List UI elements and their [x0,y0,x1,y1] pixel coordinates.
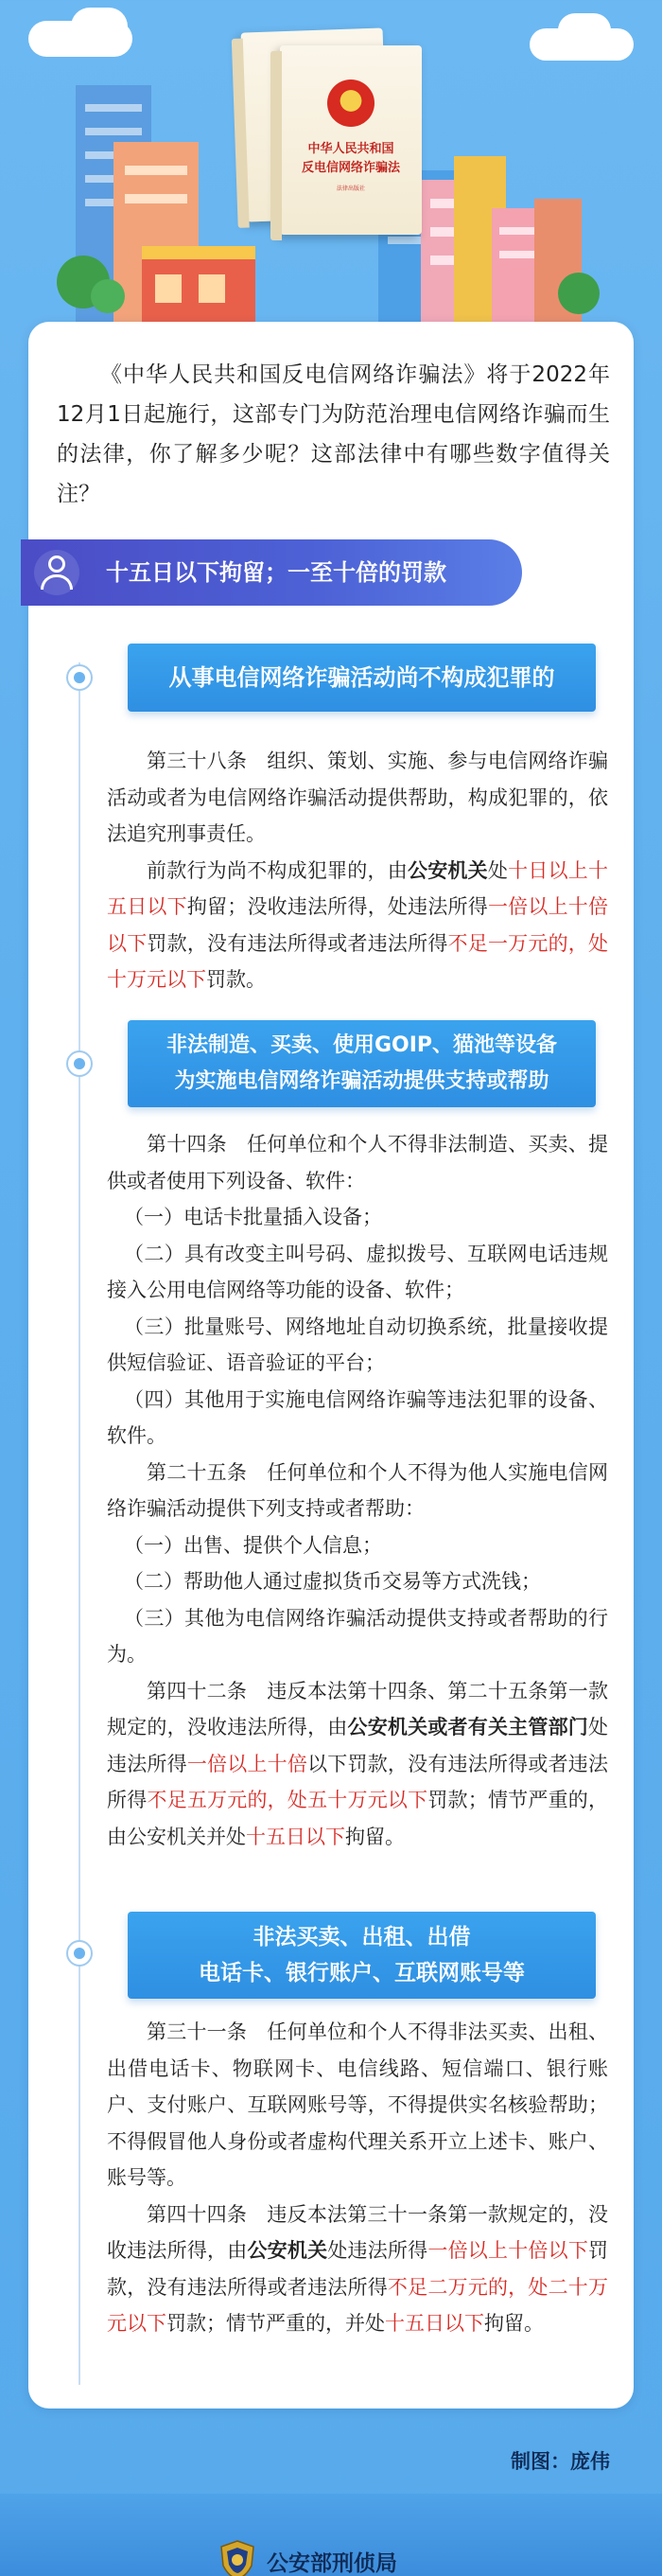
timeline-dot [66,664,93,691]
article-25: 第二十五条 任何单位和个人不得为他人实施电信网络诈骗活动提供下列支持或者帮助： [107,1460,608,1520]
sub-banner-3: 非法买卖、出租、出借 电话卡、银行账户、互联网账号等 [128,1912,596,1999]
article-42: 第四十二条 违反本法第十四条、第二十五条第一款规定的，没收违法所得，由公安机关或者有关主管部门处违法所得一倍以上十倍以下罚款，没有违法所得或者违法所得不足五万元的，处五十万元以下罚款；情节严重的，由公安机关并处十五日以下拘留。 [107,1679,609,1848]
law-book-cover [280,45,422,235]
list-item: （二）帮助他人通过虚拟货币交易等方式洗钱； [124,1570,541,1593]
block2-text [107,1126,608,1855]
national-emblem-icon [327,79,375,127]
footer-organization: 公安部刑侦局 [267,2551,397,2576]
block1-text [107,743,608,998]
article-44: 第四十四条 违反本法第三十一条第一款规定的，没收违法所得，由公安机关处违法所得一倍以上十倍以下罚款，没有违法所得或者违法所得不足二万元的，处二十万元以下罚款；情节严重的，并处十五日以下拘留。 [107,2202,609,2335]
book-title: 中华人民共和国 反电信网络诈骗法 [301,142,400,175]
cloud [558,13,611,47]
sub-banner-2: 非法制造、买卖、使用GOIP、猫池等设备 为实施电信网络诈骗活动提供支持或帮助 [128,1020,596,1107]
block3-text [107,2014,608,2342]
section-title: 十五日以下拘留；一至十倍的罚款 [106,559,446,586]
list-item: （二）具有改变主叫号码、虚拟拨号、互联网电话违规接入公用电信网络等功能的设备、软件； [107,1242,608,1301]
article-14: 第十四条 任何单位和个人不得非法制造、买卖、提供或者使用下列设备、软件： [107,1133,608,1192]
list-item: （四）其他用于实施电信网络诈骗等违法犯罪的设备、软件。 [107,1387,608,1447]
timeline-dot [66,1940,93,1967]
list-item: （一）出售、提供个人信息； [124,1533,382,1557]
book-publisher: 法律出版社 [336,185,365,192]
police-badge-icon [218,2539,257,2576]
section-banner [21,539,522,606]
timeline-dot [66,1050,93,1077]
sub-banner-1: 从事电信网络诈骗活动尚不构成犯罪的 [128,644,596,712]
timeline-line [78,662,80,2385]
list-item: （一）电话卡批量插入设备； [124,1206,382,1228]
list-item: （三）其他为电信网络诈骗活动提供支持或者帮助的行为。 [107,1606,608,1666]
building [142,246,255,331]
article-31: 第三十一条 任何单位和个人不得非法买卖、出租、出借电话卡、物联网卡、电信线路、短信端口、银行账户、支付账户、互联网账号等，不得提供实名核验帮助；不得假冒他人身份或者虚构代理关系开立上述卡、账户、账号等。 [107,2020,608,2189]
cloud [71,8,128,45]
intro-paragraph: 《中华人民共和国反电信网络诈骗法》将于2022年12月1日起施行，这部专门为防范治理电信网络诈骗而生的法律，你了解多少呢？这部法律中有哪些数字值得关注？ [57,362,610,506]
hero-illustration [0,0,662,331]
article-38: 第三十八条 组织、策划、实施、参与电信网络诈骗活动或者为电信网络诈骗活动提供帮助，构成犯罪的，依法追究刑事责任。 [107,750,608,845]
tree [558,273,600,314]
tree [91,279,125,313]
penalty-paragraph: 前款行为尚不构成犯罪的，由公安机关处十日以上十五日以下拘留；没收违法所得，处违法所得一倍以上十倍以下罚款，没有违法所得或者违法所得不足一万元的，处十万元以下罚款。 [107,858,609,991]
list-item: （三）批量账号、网络地址自动切换系统，批量接收提供短信验证、语音验证的平台； [107,1314,608,1374]
credit-text: 制图：庞伟 [511,2450,610,2473]
